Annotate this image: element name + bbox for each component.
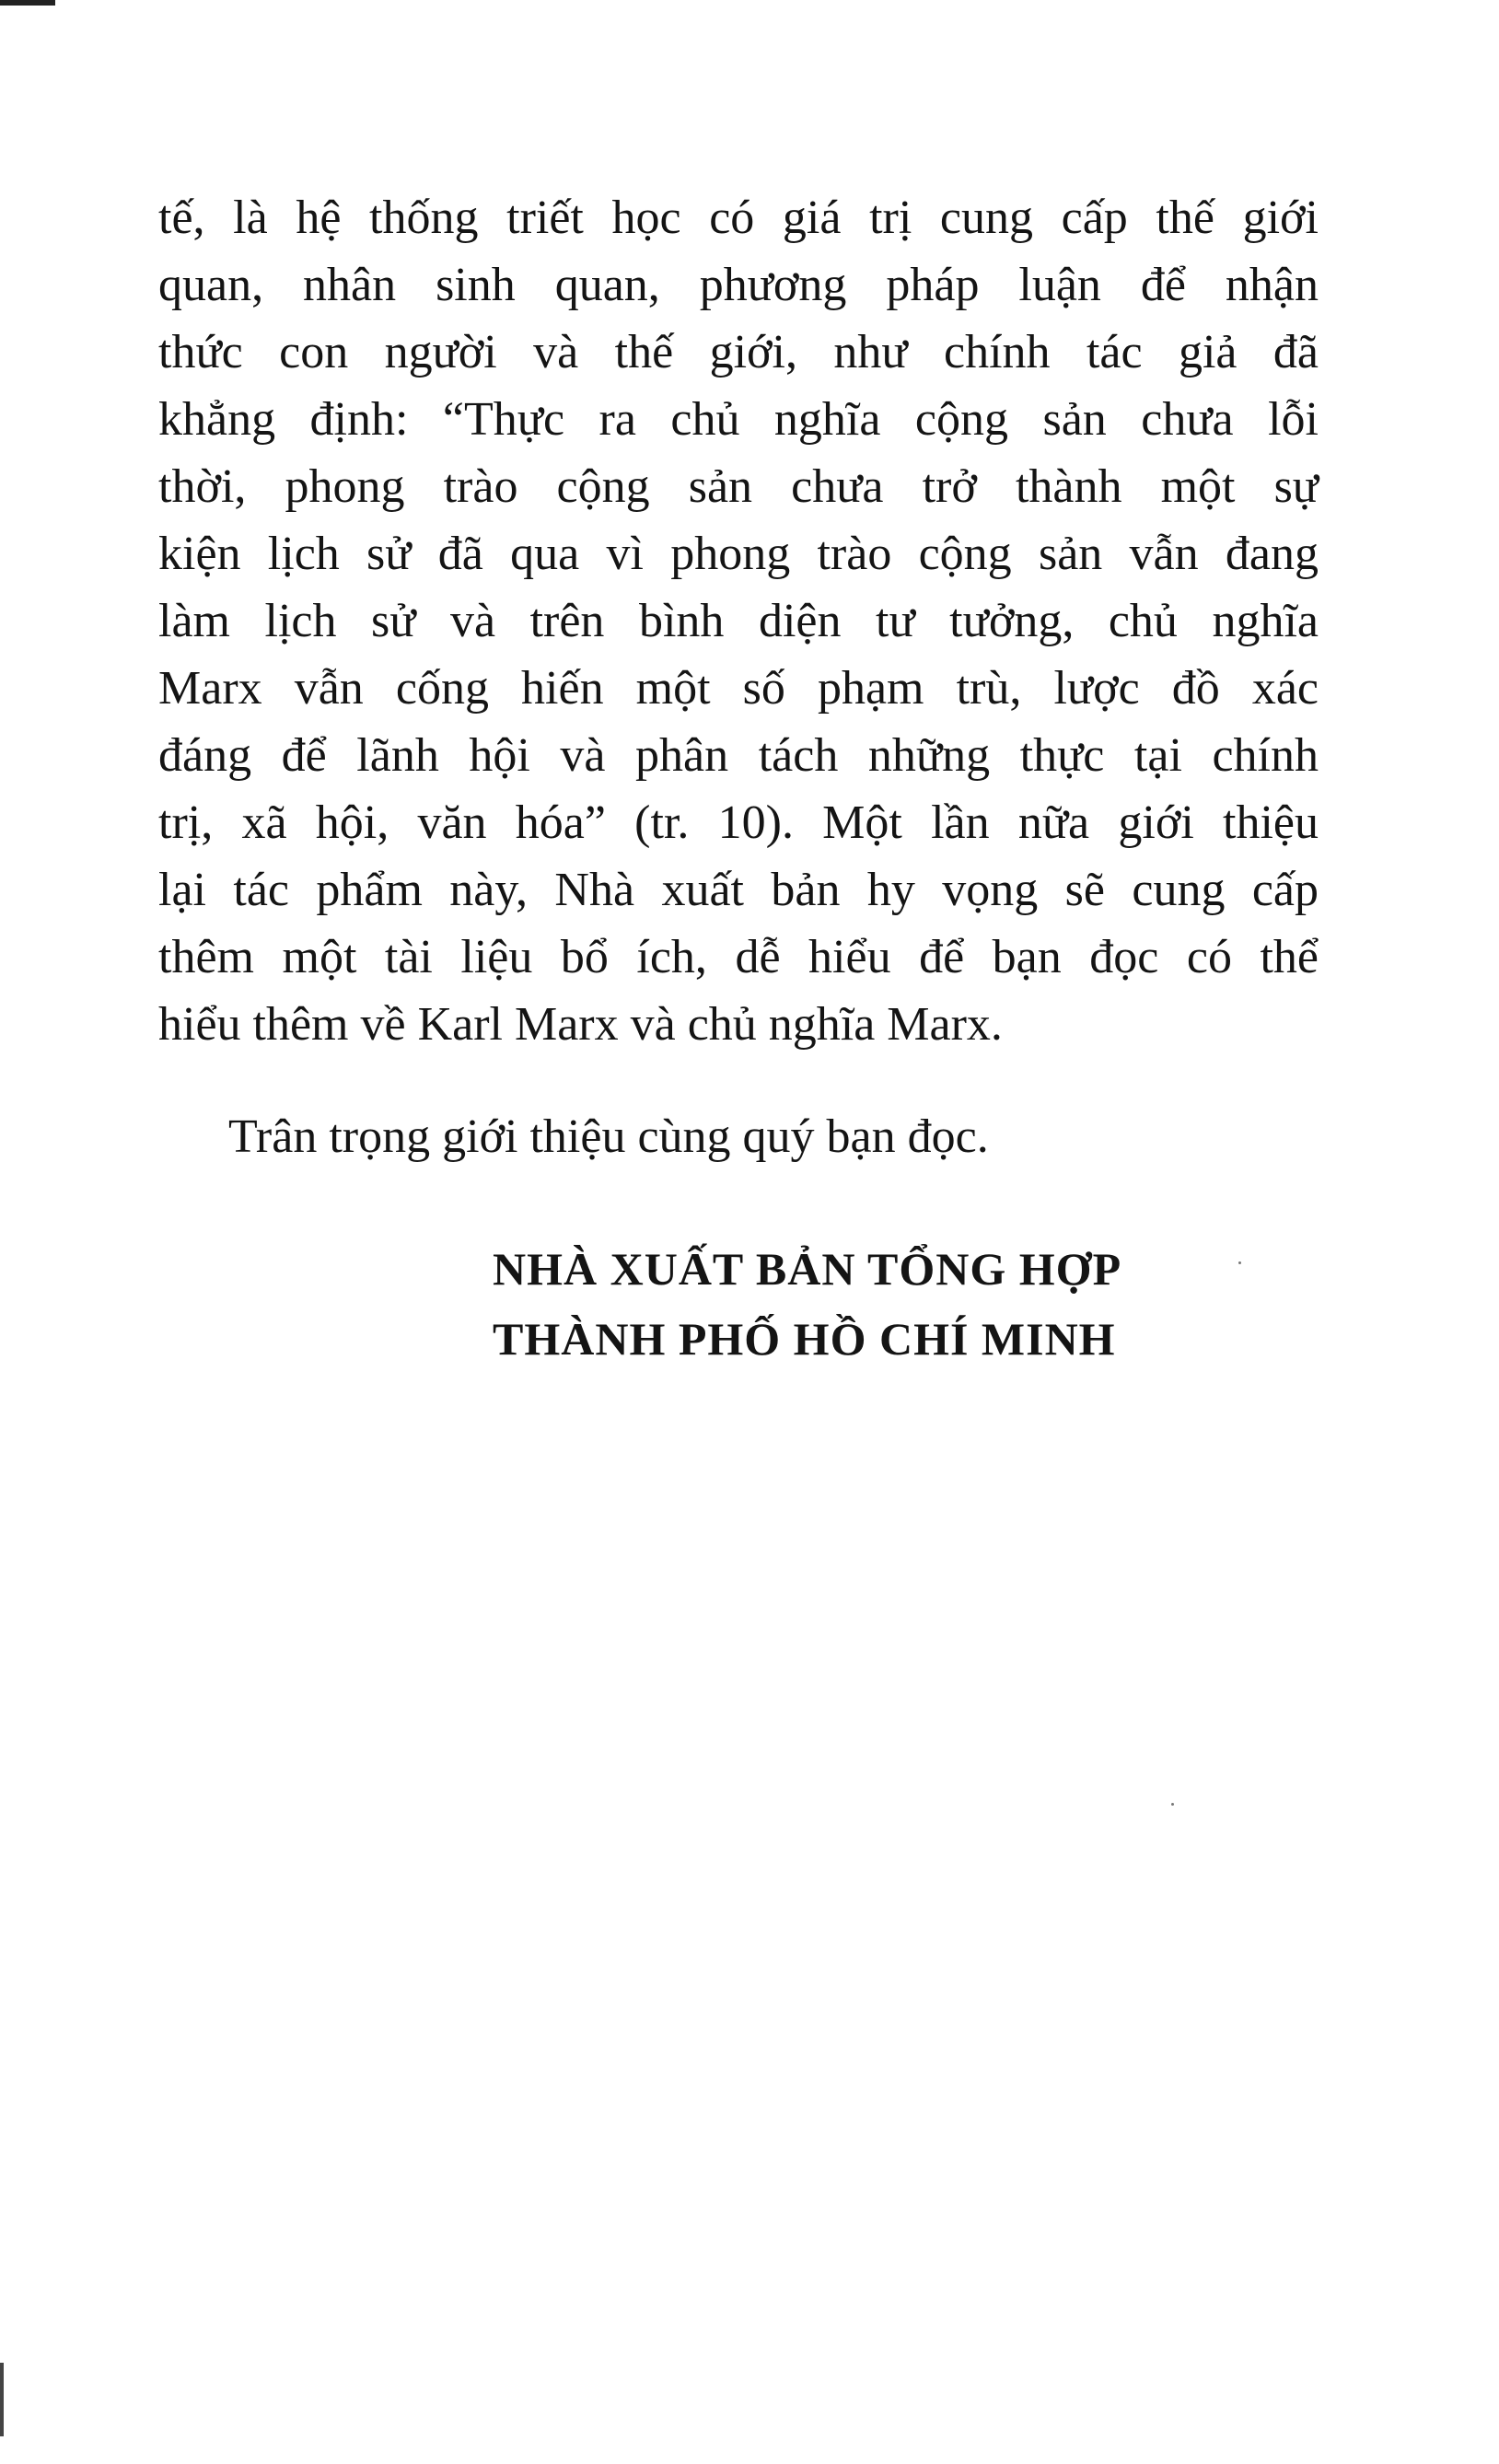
paragraph-line: thêm một tài liệu bổ ích, dễ hiểu để bạn đọc có thể (158, 931, 1319, 983)
scan-edge-mark (0, 0, 55, 6)
publisher-name-line-2: THÀNH PHỐ HỒ CHÍ MINH (493, 1313, 1116, 1365)
scan-edge-mark (0, 2363, 4, 2436)
paragraph-line: quan, nhân sinh quan, phương pháp luận để nhận (158, 259, 1319, 311)
paragraph-line: Marx vẫn cống hiến một số phạm trù, lược đồ xác (158, 662, 1319, 715)
paragraph-line: thức con người và thế giới, như chính tác giả đã (158, 326, 1319, 378)
paragraph-line: tế, là hệ thống triết học có giá trị cung cấp thế giới (158, 192, 1319, 244)
paragraph-line: thời, phong trào cộng sản chưa trở thành một sự (158, 460, 1319, 513)
publisher-signature (493, 1234, 1121, 1374)
scan-speck (1238, 1261, 1241, 1264)
paragraph-line: đáng để lãnh hội và phân tách những thực tại chính (158, 729, 1319, 782)
paragraph-line: kiện lịch sử đã qua vì phong trào cộng sản vẫn đang (158, 528, 1319, 580)
paragraph-line: trị, xã hội, văn hóa” (tr. 10). Một lần nữa giới thiệu (158, 796, 1319, 849)
paragraph-line: khẳng định: “Thực ra chủ nghĩa cộng sản chưa lỗi (158, 393, 1319, 446)
closing-line: Trân trọng giới thiệu cùng quý bạn đọc. (228, 1110, 989, 1163)
paragraph-line: làm lịch sử và trên bình diện tư tưởng, chủ nghĩa (158, 595, 1319, 647)
publisher-name-line-1: NHÀ XUẤT BẢN TỔNG HỢP (493, 1243, 1122, 1295)
scan-speck (1171, 1803, 1174, 1806)
body-paragraph (158, 184, 1319, 1058)
paragraph-line: lại tác phẩm này, Nhà xuất bản hy vọng sẽ cung cấp (158, 864, 1319, 916)
paragraph-line: hiểu thêm về Karl Marx và chủ nghĩa Marx. (158, 998, 1003, 1051)
